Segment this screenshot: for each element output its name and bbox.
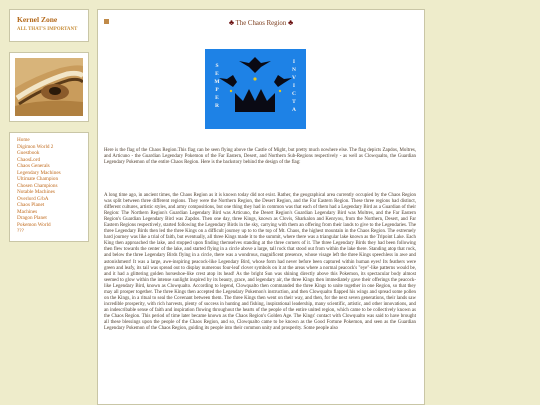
flag-letter: R [215, 103, 219, 109]
nav-link-chaos-planet[interactable]: Chaos Planet [17, 202, 45, 208]
site-header [9, 9, 89, 42]
flag-letter: C [292, 91, 296, 97]
thumbnail-art [15, 58, 83, 116]
sidebar-thumbnail-image [15, 58, 83, 116]
site-tagline: ALL THAT'S IMPORTANT [17, 27, 78, 32]
flag-letter: T [292, 99, 296, 105]
page-title: The Chaos Region [235, 20, 287, 27]
nav-link-overlord[interactable]: Overlord G/bA [17, 195, 49, 202]
nav-link-guestbook[interactable]: Guestbook [17, 150, 40, 156]
flag-letter: I [292, 59, 296, 65]
sidebar-image-box [9, 52, 89, 122]
nav-link-legendary-machines[interactable]: Legendary Machines [17, 169, 61, 176]
main-content [97, 9, 425, 405]
flag-description-paragraph: Here is the flag of the Chaos Region.This flag can be seen flying above the Castle of Might, but pretty much nowhere else. The flag depicts Zapdos, Moltres, and Articuno - the Guardian Legendary Pokemon of the Far Eastern, Desert, and Northern Sub-Regions respectively - as well as Clowqualto, the Guardian Legendary Pokemon of the entire Chaos Region. Here is the backstory behind the design of the flag: [104, 148, 416, 166]
backstory-paragraph: A long time ago, in ancient times, the Chaos Region as it is known today did not exist. Rather, the geographical area currently occupied by the Chaos Region was split between three different regions. They were the Northern Region, the Desert Region, and the Far Eastern Region. These three regions had distinct, different cultures, artistic styles, and army compositions, but one thing they had in common was that each of them had a Legendary Bird as a Guardian of their Region: The Northern Region's Guardian Legendary Bird was Articuno, the Desert Region's Guardian Legendary Bird was Moltres, and the Far Eastern Region's Guardian Legendary Bird was Zapdos. Then one day, three Kings, known as Clovis, Sharkalon and Kenryou, from the Northern, Desert, and Far Eastern Regions respectively, started following the Legendary Birds in the sky, carrying with them an offering from their lands to give to the Legendaries. The three Legendary Birds then led the three Kings on a difficult journey up to to the top of Mt. Chaos, the highest mountain in the Chaos Region. The extremely hard journey was like a trial of faith, but eventually, all three Kings made it to the summit, where there was a triangular lake known as the Tripoint Lake. Each King then approached the lake, and stopped upon finding themselves standing at the three corners of it. The three Legendary Birds they had been following then flew towards the center of the lake, and started flying in a circle above a large, tall rock that stood out from within the lake there. Standing atop that rock, and below the three Legendary Birds flying in a circle, there was a wondrous, magnificent presence, whose visage left the three Kings speechless in awe and astonishment! It was a large, awe-inspiring peacock-like Legendary Bird, whose form had never before been captured within human eyes! Its feathers were green and leafy, its tail was spread out to display numerous four-leaf clover symbols on it at the areas where a normal peacock's "eye"-like patterns would be, and it had a glittering golden horseshoe-like crest atop its head! As the bright Sun was shining directly above this Pokemon, its spectacular body almost seemed to glow within the intense sunlight inspired by its beauty, grace, and legendary air, the three Kings then immediately gave their offerings the peacock-like Legendary Bird, known as Clowqualto. According to legend, Clowqualto then commanded the three Kings to unite together in one Region, so that they may all prosper together. The three Kings then accepted the Legendary Pokemon's instruction, and then Clowqualto flapped his wings and spread some pollen on the Kings, in a ritual to seal the Covenant between them. The three Kings then went on their way, and then, for the next seven generations, their lands saw incredible prosperity, with rich harvests, plenty of success in hunting and fishing, inspirational leadership, many scientific, artistic, and other innovations, and an indescribable sense of faith and inspiration flowing throughout the hearts of the people of the entire united region, which came to be collectively known as the Chaos Region. This period of time later became known as the Chaos Region's Golden Age. The Kings' contact with Clowqualto was said to have brought all these blessings upon the people of the Chaos Region, and so, Clowqualto came to be known as the Good Fortune Pokemon, and seen as the Guardian Legendary Pokemon of the Chaos Region, guiding its people into their common unity and prosperity. Some people also [104, 193, 416, 332]
flag-letter: V [292, 75, 296, 81]
nav-link-digimon-world-2[interactable]: Digimon World 2 [17, 143, 54, 150]
nav-link-pokemon-world[interactable]: Pokemon World [17, 221, 51, 228]
nav-link-chaos-generals[interactable]: Chaos Generals [17, 163, 50, 169]
nav-link-machines[interactable]: Machines [17, 208, 38, 215]
flag-letter: M [214, 79, 220, 85]
flag-letter: E [215, 71, 219, 77]
club-icon: ♣ [228, 18, 235, 27]
flag-letter: A [292, 107, 296, 113]
chaos-region-flag-image [205, 49, 306, 129]
nav-link-chosen-champions[interactable]: Chosen Champions [17, 182, 58, 189]
nav-link-ultimate-champion[interactable]: Ultimate Champion [17, 176, 59, 182]
nav-link-unknown[interactable]: ??? [17, 228, 24, 234]
flag-letter: S [215, 63, 219, 69]
sidebar [9, 9, 89, 242]
sidebar-nav [9, 132, 89, 242]
site-title[interactable]: Kernel Zone [17, 15, 58, 24]
nav-link-notable-machines[interactable]: Notable Machines [17, 189, 55, 195]
flag-letter: E [215, 95, 219, 101]
flag-letter: I [292, 83, 296, 89]
flag-letter: P [215, 87, 219, 93]
nav-link-home[interactable]: Home [17, 137, 30, 143]
flag-letter: N [292, 67, 296, 73]
nav-link-chaoslord[interactable]: ChaosLord [17, 156, 41, 163]
club-icon: ♣ [287, 18, 294, 27]
nav-link-dragon-planet[interactable]: Dragon Planet [17, 215, 47, 221]
page-title-row [98, 18, 424, 27]
